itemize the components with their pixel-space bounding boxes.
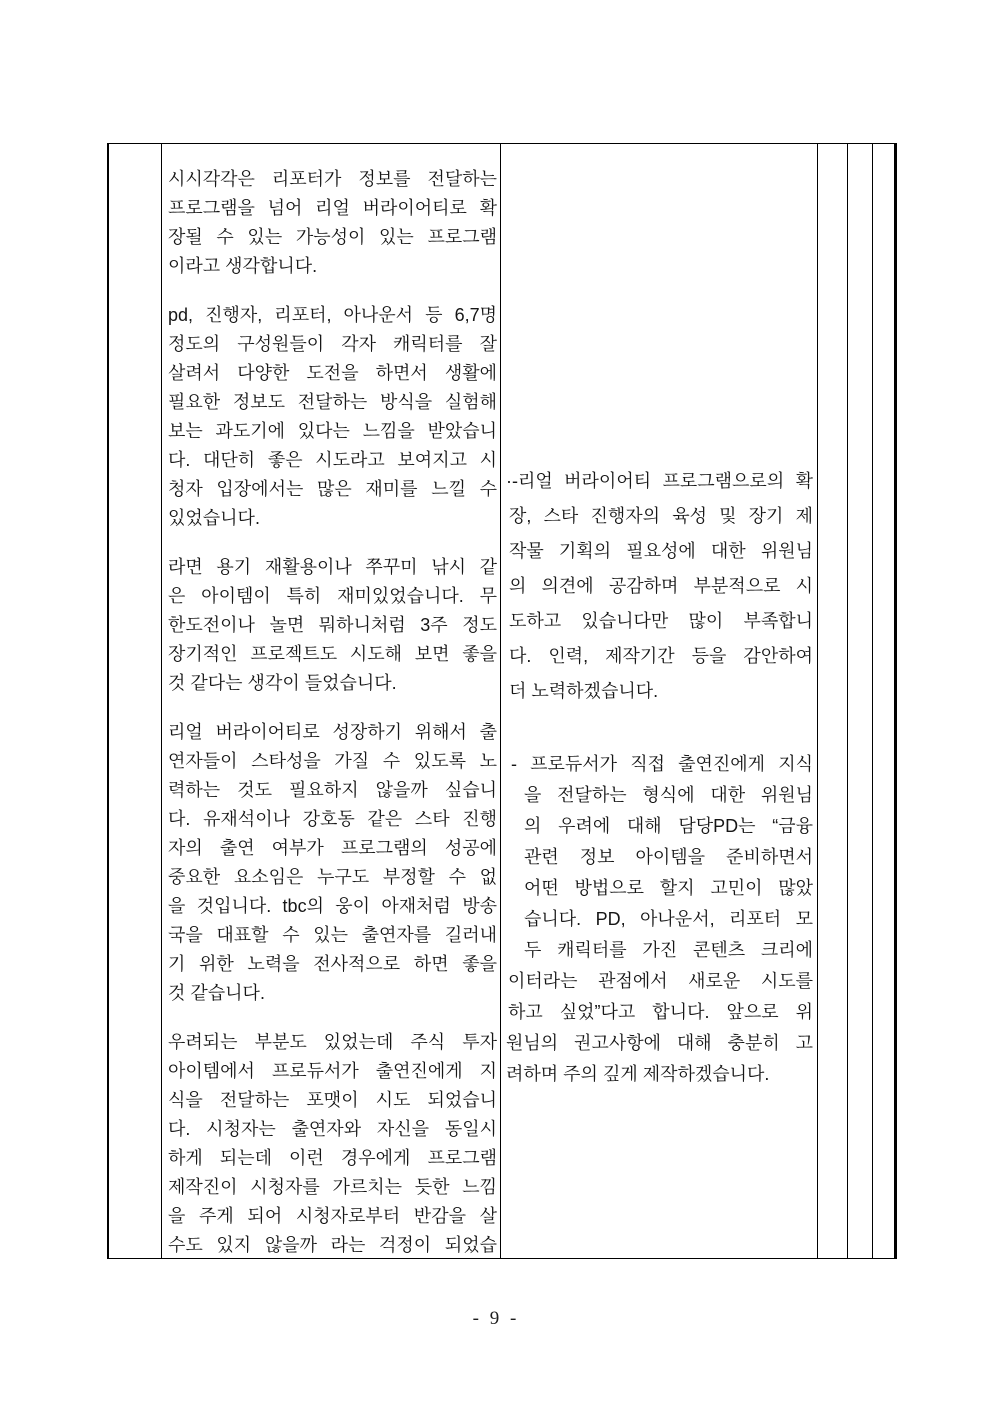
paragraph — [168, 1028, 497, 1258]
text-line: 다. 인력, 제작기간 등을 감안하여 — [509, 646, 813, 666]
text-line: 장될 수 있는 가능성이 있는 프로그램 — [168, 227, 497, 247]
text-line: 다. 유재석이나 강호동 같은 스타 진행 — [168, 809, 497, 829]
table-cell-opinion-text — [162, 144, 501, 1258]
text-line: pd, 진행자, 리포터, 아나운서 등 6,7명 — [168, 305, 497, 325]
text-line: 연자들이 스타성을 가질 수 있도록 노 — [168, 751, 497, 771]
text-line: 있었습니다. — [168, 508, 260, 528]
paragraph — [168, 718, 497, 1008]
text-line: 을 전달하는 형식에 대한 위원님 — [524, 785, 813, 805]
text-line: 장, 스타 진행자의 육성 및 장기 제 — [509, 506, 813, 526]
review-table — [107, 143, 897, 1259]
text-line: 하게 되는데 이런 경우에게 프로그램 — [168, 1148, 497, 1168]
text-line: 리얼 버라이어티로 성장하기 위해서 출 — [168, 722, 497, 742]
text-line: 은 아이템이 특히 재미있었습니다. 무 — [168, 586, 497, 606]
text-line: 도하고 있습니다만 많이 부족합니 — [509, 611, 813, 631]
paragraph — [168, 165, 497, 281]
text-line: 프로그램을 넘어 리얼 버라이어티로 확 — [168, 198, 497, 218]
text-line: 기 위한 노력을 전사적으로 하면 좋을 — [168, 954, 497, 974]
paragraph — [506, 749, 813, 1090]
text-line: ·-리얼 버라이어티 프로그램으로의 확 — [506, 471, 813, 491]
text-line: 국을 대표할 수 있는 출연자를 길러내 — [168, 925, 497, 945]
page-number: - 9 - — [472, 1308, 520, 1329]
text-line: 정도의 구성원들이 각자 캐릭터를 잘 — [168, 334, 497, 354]
text-line: 라면 용기 재활용이나 쭈꾸미 낚시 같 — [168, 557, 497, 577]
text-line: 의 의견에 공감하며 부분적으로 시 — [509, 576, 813, 596]
text-line: 다. 시청자는 출연자와 자신을 동일시 — [168, 1119, 497, 1139]
text-line: 식을 전달하는 포맷이 시도 되었습니 — [168, 1090, 497, 1110]
paragraph — [506, 464, 813, 709]
text-line: 원님의 권고사항에 대해 충분히 고 — [506, 1033, 813, 1053]
text-line: 장기적인 프로젝트도 시도해 보면 좋을 — [168, 644, 497, 664]
text-line: 한도전이나 놀면 뭐하니처럼 3주 정도 — [168, 615, 497, 635]
text-line: 두 캐릭터를 가진 콘텐츠 크리에 — [524, 940, 813, 960]
text-line: 더 노력하겠습니다. — [509, 681, 659, 701]
table-cell-margin — [109, 144, 162, 1258]
text-line: 보는 과도기에 있다는 느낌을 받았습니 — [168, 421, 497, 441]
text-line: 관련 정보 아이템을 준비하면서 — [524, 847, 813, 867]
text-line: 우려되는 부분도 있었는데 주식 투자 — [168, 1032, 497, 1052]
text-line: 살려서 다양한 도전을 하면서 생활에 — [168, 363, 497, 383]
text-line: 려하며 주의 깊게 제작하겠습니다. — [506, 1064, 770, 1084]
text-line: 중요한 요소임은 누구도 부정할 수 없 — [168, 867, 497, 887]
text-line: - 프로듀서가 직접 출연진에게 지식 — [511, 754, 813, 774]
text-line: 어떤 방법으로 할지 고민이 많았 — [524, 878, 813, 898]
text-line: 다. 대단히 좋은 시도라고 보여지고 시 — [168, 450, 497, 470]
text-line: 을 것입니다. tbc의 웅이 아재처럼 방송 — [168, 896, 497, 916]
text-line: 이라고 생각합니다. — [168, 256, 318, 276]
paragraph — [168, 553, 497, 698]
table-cell-response-text — [501, 144, 818, 1258]
table-cell-empty-3 — [873, 144, 894, 1258]
text-line: 수도 있지 않을까 라는 걱정이 되었습 — [168, 1235, 497, 1255]
table-cell-empty-1 — [818, 144, 848, 1258]
text-line: 자의 출연 여부가 프로그램의 성공에 — [168, 838, 497, 858]
text-line: 청자 입장에서는 많은 재미를 느낄 수 — [168, 479, 497, 499]
text-line: 을 주게 되어 시청자로부터 반감을 살 — [168, 1206, 497, 1226]
text-line: 것 같습니다. — [168, 983, 265, 1003]
table-cell-empty-2 — [848, 144, 873, 1258]
text-line: 작물 기획의 필요성에 대한 위원님 — [509, 541, 813, 561]
text-line: 이터라는 관점에서 새로운 시도를 — [508, 971, 813, 991]
text-line: 습니다. PD, 아나운서, 리포터 모 — [524, 909, 813, 929]
text-line: 하고 싶었”다고 합니다. 앞으로 위 — [508, 1002, 813, 1022]
text-line: 력하는 것도 필요하지 않을까 싶습니 — [168, 780, 497, 800]
text-line: 것 같다는 생각이 들었습니다. — [168, 673, 397, 693]
text-line: 필요한 정보도 전달하는 방식을 실험해 — [168, 392, 497, 412]
paragraph — [168, 301, 497, 533]
text-line: 시시각각은 리포터가 정보를 전달하는 — [168, 169, 497, 189]
text-line: 아이템에서 프로듀서가 출연진에게 지 — [168, 1061, 497, 1081]
text-line: 제작진이 시청자를 가르치는 듯한 느낌 — [168, 1177, 497, 1197]
text-line: 의 우려에 대해 담당PD는 “금융 — [524, 816, 813, 836]
